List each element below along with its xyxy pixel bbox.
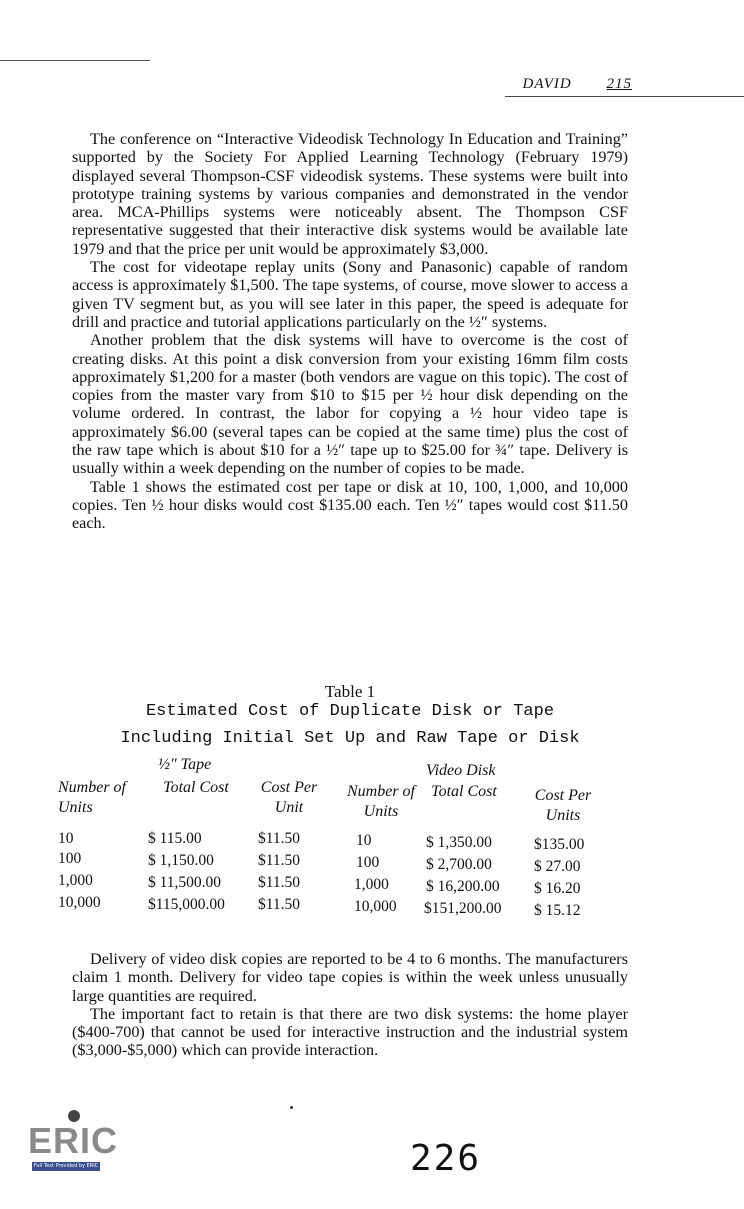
- body-text: [72, 130, 628, 533]
- group-header-disk: Video Disk: [426, 762, 496, 779]
- table-cell: $ 1,150.00: [148, 852, 214, 869]
- table-cell: $151,200.00: [424, 900, 502, 917]
- paragraph: Table 1 shows the estimated cost per tape or disk at 10, 100, 1,000, and 10,000 copies. Ten ½ hour disks would cost $135.00 each. Ten ½″ tapes would cost $11.50 each.: [72, 477, 628, 533]
- body-text-after-table: [72, 950, 628, 1060]
- table-cell: $ 1,350.00: [426, 834, 492, 851]
- table-caption-label: Table 1: [324, 682, 376, 701]
- table-cell: 1,000: [354, 876, 389, 893]
- table-cell: 10,000: [354, 898, 397, 915]
- folio: 215: [606, 76, 632, 92]
- scan-speck: [290, 1106, 293, 1109]
- table-cell: $ 16.20: [534, 880, 581, 897]
- top-left-rule: [0, 60, 150, 61]
- table-cell: $135.00: [534, 836, 585, 853]
- column-header: Total Cost: [431, 783, 497, 800]
- table-cell: $11.50: [258, 830, 301, 847]
- table-cell: $11.50: [258, 874, 301, 891]
- table-cell: 10: [356, 832, 372, 849]
- table-caption-title: Estimated Cost of Duplicate Disk or Tape: [145, 702, 555, 721]
- table-cell: 1,000: [58, 872, 93, 889]
- table-cell: $ 2,700.00: [426, 856, 492, 873]
- eric-logo-tagline: Full Text Provided by ERIC: [33, 1163, 99, 1169]
- table-cell: $ 16,200.00: [426, 878, 500, 895]
- table-cell: 100: [356, 854, 380, 871]
- column-header: Cost Per Unit: [260, 779, 318, 816]
- paragraph: The important fact to retain is that there are two disk systems: the home player ($400-700) that cannot be used for interactive instruction and the industrial system ($3,000-$5,000) which can provide interaction.: [72, 1004, 628, 1060]
- table-cell: 100: [58, 850, 82, 867]
- header-rule: [505, 96, 744, 97]
- column-header: Number of Units: [347, 783, 415, 820]
- paragraph: Delivery of video disk copies are reported to be 4 to 6 months. The manufacturers claim 1 month. Delivery for video tape copies is within the week unless unusually large quantities are required.: [72, 950, 628, 1005]
- paragraph: The conference on “Interactive Videodisk Technology In Education and Training” supported by the Society For Applied Learning Technology (February 1979) displayed several Thompson-CSF videodisk systems. These systems were built into prototype training systems by various companies and demonstrated in the vendor area. MCA-Phillips systems were noticeably absent. The Thompson CSF representative suggested that their interactive disk systems would be available late 1979 and that the price per unit would be approximately $3,000.: [72, 130, 628, 258]
- paragraph: The cost for videotape replay units (Sony and Panasonic) capable of random access is approximately $1,500. The tape systems, of course, move slower to access a given TV segment but, as you will see later in this paper, the speed is adequate for drill and practice and tutorial applications particularly on the ½″ systems.: [72, 258, 628, 331]
- table-cell: 10,000: [58, 894, 101, 911]
- column-header: Total Cost: [163, 779, 229, 796]
- table-cell: $ 27.00: [534, 858, 581, 875]
- paragraph: Another problem that the disk systems will have to overcome is the cost of creating disks. At this point a disk conversion from your existing 16mm film costs approximately $1,200 for a master (both vendors are vague on this topic). The cost of copies from the master vary from $10 to $15 per ½ hour disk depending on the volume ordered. In contrast, the labor for copying a ½ hour video tape is approximately $6.00 (several tapes can be copied at the same time) plus the cost of the raw tape which is about $10 for a ½″ tape up to $25.00 for ¾″ tape. Delivery is usually within a week depending on the number of copies to be made.: [72, 331, 628, 478]
- table-cell: $ 11,500.00: [148, 874, 222, 891]
- eric-logo-text: ERIC: [28, 1120, 119, 1161]
- page-number: 226: [410, 1138, 482, 1179]
- table-cell: $ 15.12: [534, 902, 581, 919]
- table-cell: 10: [58, 830, 74, 847]
- column-header: Cost Per Units: [534, 787, 592, 824]
- table-cell: $11.50: [258, 896, 301, 913]
- eric-logo: [28, 1110, 119, 1172]
- table-cell: $ 115.00: [148, 830, 202, 847]
- column-header: Number of Units: [58, 779, 126, 816]
- group-header-tape: ½″ Tape: [158, 756, 212, 773]
- table-cell: $11.50: [258, 852, 301, 869]
- running-head: DAVID: [522, 76, 572, 92]
- table-caption-subtitle: Including Initial Set Up and Raw Tape or Disk: [120, 729, 580, 748]
- table-cell: $115,000.00: [148, 896, 225, 913]
- running-header: [523, 76, 633, 93]
